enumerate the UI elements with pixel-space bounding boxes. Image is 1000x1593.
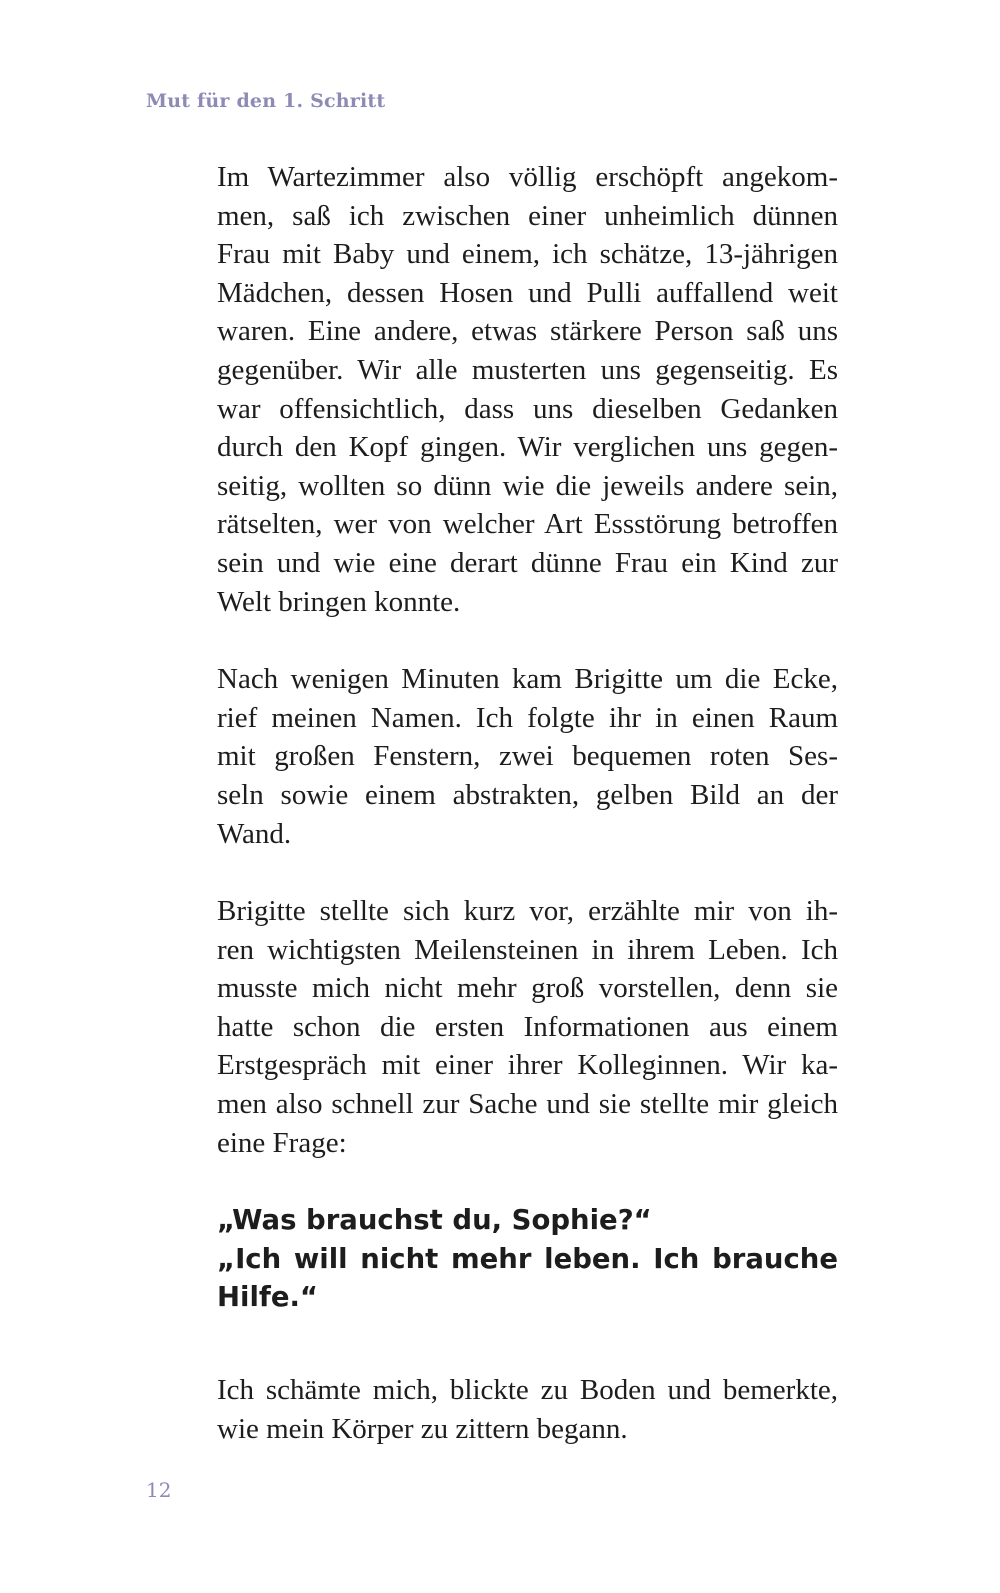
body-text (217, 158, 838, 1487)
text-line: rief meinen Namen. Ich folgte ihr in einen Raum (217, 701, 838, 734)
text-line: gegenüber. Wir alle musterten uns gegenseitig. Es (217, 353, 838, 386)
text-line: Nach wenigen Minuten kam Brigitte um die Ecke, (217, 663, 838, 696)
text-line: seln sowie einem abstrakten, gelben Bild an der (217, 778, 838, 811)
text-line: durch den Kopf gingen. Wir verglichen uns gegen- (217, 431, 838, 464)
text-line: waren. Eine andere, etwas stärkere Person saß uns (217, 315, 838, 348)
text-line: men also schnell zur Sache und sie stellte mir gleich (217, 1088, 838, 1121)
text-line: musste mich nicht mehr groß vorstellen, denn sie (217, 972, 838, 1005)
text-line: seitig, wollten so dünn wie die jeweils andere sein, (217, 469, 838, 502)
text-line: Mädchen, dessen Hosen und Pulli auffallend weit (217, 276, 838, 309)
running-head: Mut für den 1. Schritt (146, 90, 386, 112)
text-line: Erstgespräch mit einer ihrer Kolleginnen. Wir ka- (217, 1049, 838, 1082)
paragraph-closing (217, 1371, 838, 1448)
text-line: war offensichtlich, dass uns dieselben Gedanken (217, 392, 838, 425)
text-line: men, saß ich zwischen einer unheimlich dünnen (217, 199, 838, 232)
text-line: mit großen Fenstern, zwei bequemen roten Ses- (217, 740, 838, 773)
text-line: Frau mit Baby und einem, ich schätze, 13-jährigen (217, 238, 838, 271)
paragraph-introduction (217, 892, 838, 1162)
text-line: Brigitte stellte sich kurz vor, erzählte mir von ih- (217, 895, 838, 928)
text-line: eine Frage: (217, 1126, 347, 1159)
quote-line: „Ich will nicht mehr leben. Ich brauche (217, 1242, 838, 1275)
text-line: ren wichtigsten Meilensteinen in ihrem Leben. Ich (217, 933, 838, 966)
page-number: 12 (146, 1478, 172, 1502)
paragraph-brigitte-room (217, 660, 838, 853)
text-line: sein und wie eine derart dünne Frau ein Kind zur (217, 546, 838, 579)
text-line: Im Wartezimmer also völlig erschöpft angekom- (217, 161, 838, 193)
text-line: rätselten, wer von welcher Art Essstörung betroffen (217, 508, 838, 541)
text-line: hatte schon die ersten Informationen aus einem (217, 1010, 838, 1043)
quote-line: Hilfe.“ (217, 1281, 319, 1314)
text-line: Wand. (217, 817, 292, 850)
paragraph-waiting-room (217, 158, 838, 621)
text-line: wie mein Körper zu zittern begann. (217, 1412, 628, 1445)
text-line: Welt bringen konnte. (217, 585, 461, 618)
text-line: Ich schämte mich, blickte zu Boden und bemerkte, (217, 1374, 838, 1407)
quote-line: „Was brauchst du, Sophie?“ (217, 1204, 652, 1237)
dialogue-quote (217, 1201, 838, 1317)
